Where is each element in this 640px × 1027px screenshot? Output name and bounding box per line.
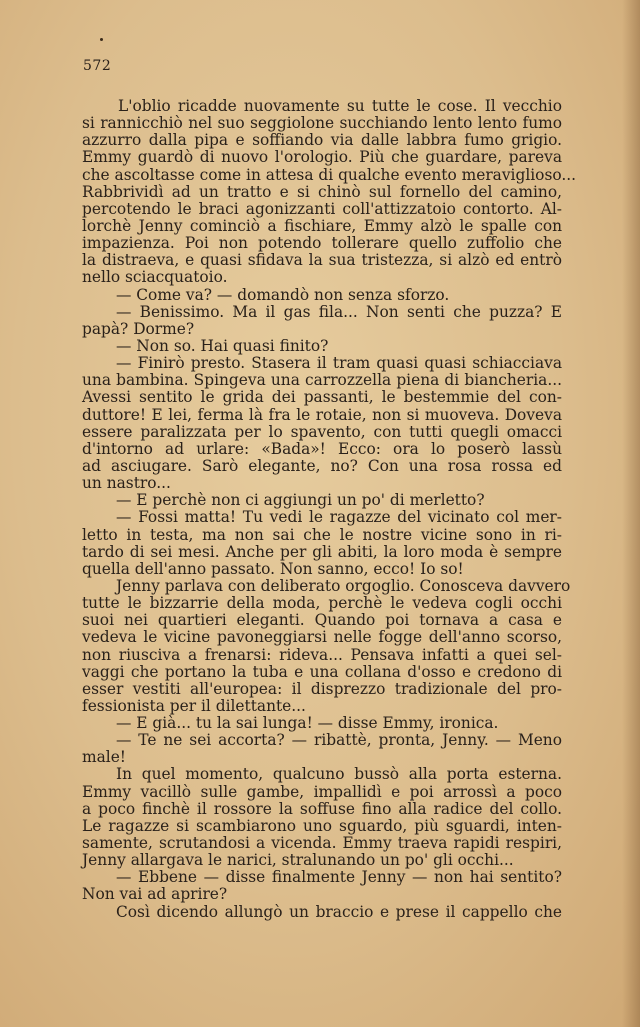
text-line: — E perchè non ci aggiungi un po' di merletto?: [116, 491, 485, 510]
text-line: una bambina. Spingeva una carrozzella piena di biancheria...: [82, 371, 562, 390]
text-line: la distraeva, e quasi sfidava la sua tristezza, si alzò ed entrò: [82, 251, 562, 270]
text-line: essere paralizzata per lo spavento, con tutti quegli omacci: [82, 422, 562, 441]
text-line: che ascoltasse come in attesa di qualche evento meraviglioso...: [82, 165, 577, 184]
text-line: In quel momento, qualcuno bussò alla porta esterna.: [116, 765, 562, 784]
text-line: Jenny allargava le narici, stralunando un po' gli occhi...: [82, 851, 514, 870]
text-line: Le ragazze si scambiarono uno sguardo, più sguardi, inten-: [82, 816, 562, 835]
text-line: Rabbrividì ad un tratto e si chinò sul fornello del camino,: [82, 182, 562, 201]
ink-speck: [100, 38, 103, 41]
text-line: non riusciva a frenarsi: rideva... Pensava infatti a quei sel-: [82, 645, 562, 664]
text-line: lorchè Jenny cominciò a fischiare, Emmy alzò le spalle con: [82, 216, 562, 235]
text-line: — E già... tu la sai lunga! — disse Emmy, ironica.: [116, 714, 499, 733]
text-line: a poco finchè il rossore la soffuse fino alla radice del collo.: [82, 799, 562, 818]
text-line: — Fossi matta! Tu vedi le ragazze del vicinato col mer-: [116, 508, 562, 527]
text-line: letto in testa, ma non sai che le nostre vicine sono in ri-: [82, 525, 562, 544]
text-line: samente, scrutandosi a vicenda. Emmy traeva rapidi respiri,: [82, 834, 562, 853]
text-line: vaggi che portano la tuba e una collana d'osso e credono di: [82, 662, 562, 681]
page-number: 572: [83, 58, 112, 74]
body-text: [82, 97, 577, 921]
text-line: — Come va? — domandò non senza sforzo.: [116, 285, 450, 304]
text-line: un nastro...: [82, 474, 171, 493]
text-line: esser vestiti all'europea: il disprezzo tradizionale del pro-: [82, 679, 562, 698]
text-line: Emmy guardò di nuovo l'orologio. Più che guardare, pareva: [82, 148, 562, 167]
text-line: impazienza. Poi non potendo tollerare quello zuffolio che: [82, 234, 562, 253]
text-line: — Finirò presto. Stasera il tram quasi quasi schiacciava: [116, 354, 562, 373]
text-line: Non vai ad aprire?: [82, 885, 228, 904]
text-line: quella dell'anno passato. Non sanno, ecco! Io so!: [82, 559, 464, 578]
text-line: duttore! E lei, ferma là fra le rotaie, non si muoveva. Doveva: [82, 405, 562, 424]
text-line: Avessi sentito le grida dei passanti, le bestemmie del con-: [82, 388, 562, 407]
text-line: — Benissimo. Ma il gas fila... Non senti che puzza? E: [116, 302, 562, 321]
text-line: Jenny parlava con deliberato orgoglio. Conosceva davvero: [116, 576, 571, 595]
text-line: L'oblio ricadde nuovamente su tutte le cose. Il vecchio: [118, 97, 562, 115]
text-line: Così dicendo allungò un braccio e prese il cappello che: [116, 902, 562, 921]
page-edge-shadow: [622, 0, 640, 1027]
text-line: — Non so. Hai quasi finito?: [116, 336, 329, 355]
text-line: ad asciugare. Sarò elegante, no? Con una rosa rossa ed: [82, 456, 562, 475]
text-line: male!: [82, 748, 126, 767]
text-line: fessionista per il dilettante...: [82, 696, 306, 715]
text-line: d'intorno ad urlare: «Bada»! Ecco: ora lo poserò lassù: [82, 439, 562, 458]
text-line: tutte le bizzarrie della moda, perchè le vedeva cogli occhi: [82, 594, 562, 613]
text-line: vedeva le vicine pavoneggiarsi nelle fogge dell'anno scorso,: [82, 628, 562, 647]
text-line: suoi nei quartieri eleganti. Quando poi tornava a casa e: [82, 611, 562, 630]
text-line: tardo di sei mesi. Anche per gli abiti, la loro moda è sempre: [82, 542, 562, 561]
text-line: azzurro dalla pipa e soffiando via dalle labbra fumo grigio.: [82, 131, 562, 150]
text-line: Emmy vacillò sulle gambe, impallidì e poi arrossì a poco: [82, 782, 562, 801]
text-line: papà? Dorme?: [82, 319, 195, 338]
text-line: — Ebbene — disse finalmente Jenny — non hai sentito?: [116, 868, 562, 887]
text-line: nello sciacquatoio.: [82, 268, 228, 287]
text-line: si rannicchiò nel suo seggiolone succhiando lento lento fumo: [82, 114, 562, 133]
text-line: percotendo le braci agonizzanti coll'attizzatoio contorto. Al-: [82, 199, 562, 218]
text-line: — Te ne sei accorta? — ribattè, pronta, Jenny. — Meno: [116, 731, 562, 750]
